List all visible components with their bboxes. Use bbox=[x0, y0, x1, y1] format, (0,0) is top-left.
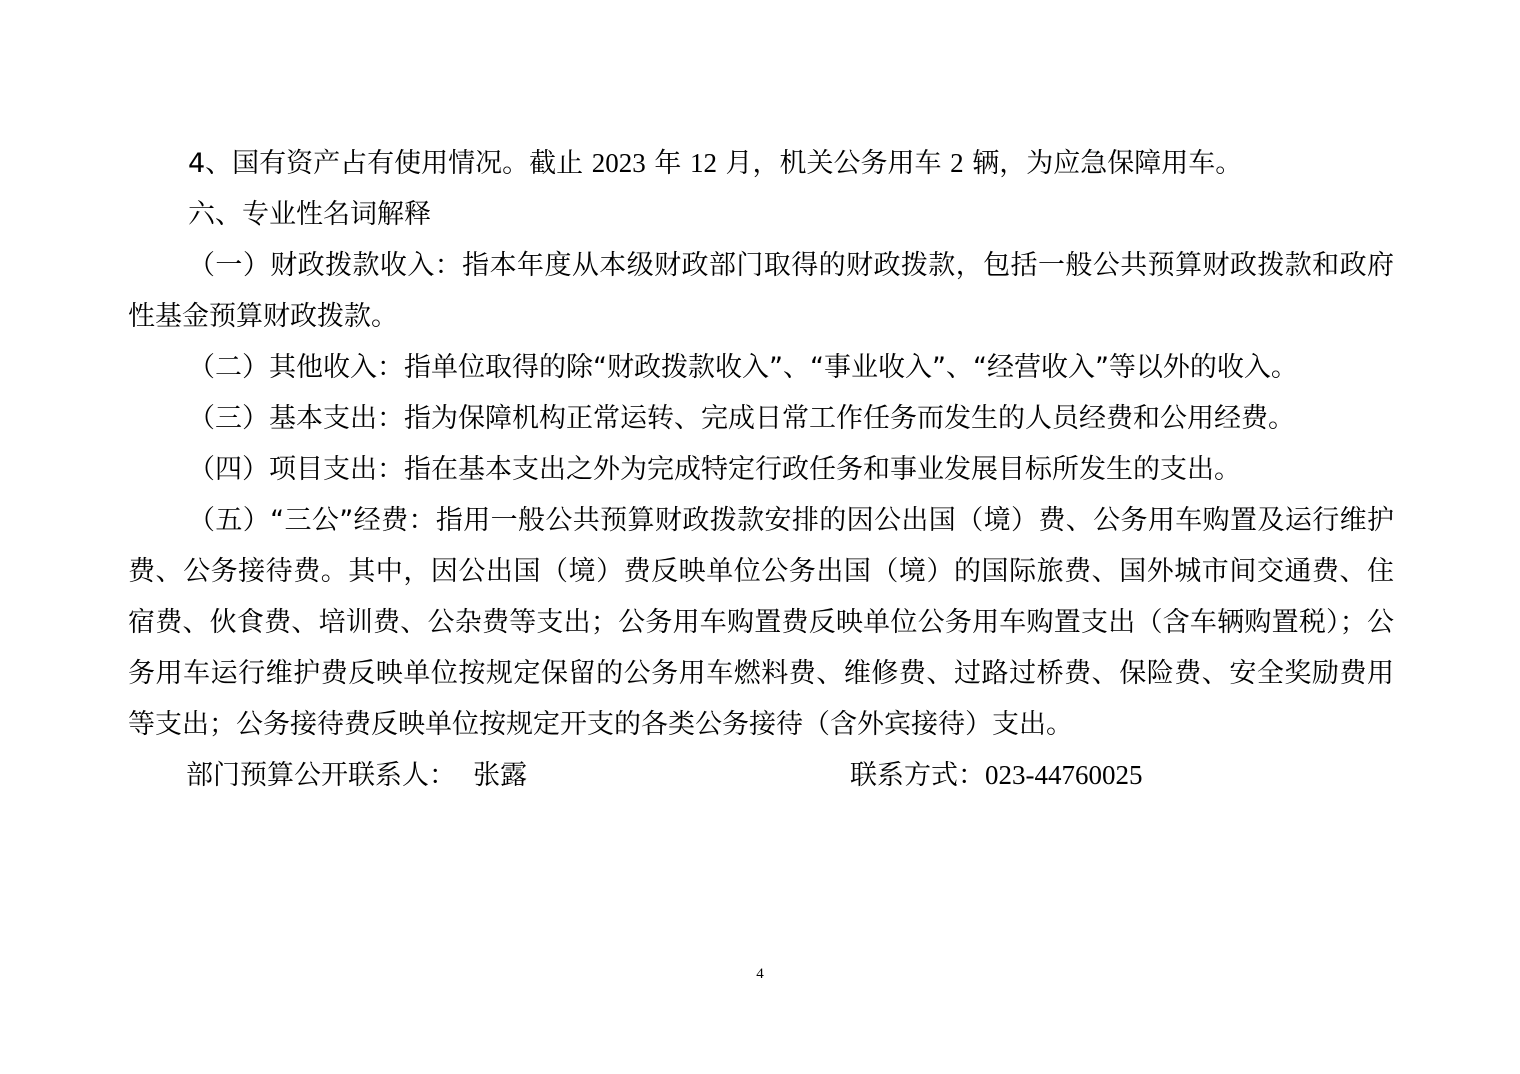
paragraph-basic-expenditure: （三）基本支出：指为保障机构正常运转、完成日常工作任务而发生的人员经费和公用经费。 bbox=[188, 403, 1295, 434]
contact-phone-label: 联系方式： bbox=[850, 760, 985, 791]
contact-person-label: 部门预算公开联系人： bbox=[186, 760, 456, 791]
contact-person bbox=[186, 750, 527, 801]
paragraph-project-expenditure: （四）项目支出：指在基本支出之外为完成特定行政任务和事业发展目标所发生的支出。 bbox=[188, 454, 1241, 485]
asset-usage-text-3: 月，机关公务用车 bbox=[716, 148, 951, 179]
paragraph-asset-usage bbox=[128, 138, 1394, 189]
contact-phone bbox=[850, 750, 1143, 801]
asset-usage-month: 12 bbox=[689, 148, 717, 178]
paragraph-other-income: （二）其他收入：指单位取得的除“财政拨款收入”、“事业收入”、“经营收入”等以外的收入。 bbox=[188, 352, 1298, 383]
page-number: 4 bbox=[756, 966, 764, 982]
asset-usage-text-2: 年 bbox=[645, 148, 690, 179]
asset-usage-year: 2023 bbox=[591, 148, 646, 178]
contact-phone-number: 023-44760025 bbox=[985, 760, 1143, 790]
contact-person-name: 张露 bbox=[473, 760, 528, 791]
paragraph-fiscal-income: （一）财政拨款收入：指本年度从本级财政部门取得的财政拨款，包括一般公共预算财政拨款和政府性基金预算财政拨款。 bbox=[128, 250, 1394, 332]
document-body bbox=[128, 138, 1394, 801]
asset-usage-text-4: 辆，为应急保障用车。 bbox=[963, 148, 1243, 179]
contact-line bbox=[128, 750, 1394, 801]
paragraph-three-public: （五）“三公”经费：指用一般公共预算财政拨款安排的因公出国（境）费、公务用车购置及运行维护费、公务接待费。其中，因公出国（境）费反映单位公务出国（境）的国际旅费、国外城市间交通费、住宿费、伙食费、培训费、公杂费等支出；公务用车购置费反映单位公务用车购置支出（含车辆购置税）；公务用车运行维护费反映单位按规定保留的公务用车燃料费、维修费、过路过桥费、保险费、安全奖励费用等支出；公务接待费反映单位按规定开支的各类公务接待（含外宾接待）支出。 bbox=[128, 505, 1394, 740]
asset-usage-vehicle-count: 2 bbox=[950, 148, 964, 178]
section-heading: 六、专业性名词解释 bbox=[188, 199, 431, 230]
asset-usage-text-1: 4、国有资产占有使用情况。截止 bbox=[188, 148, 592, 179]
